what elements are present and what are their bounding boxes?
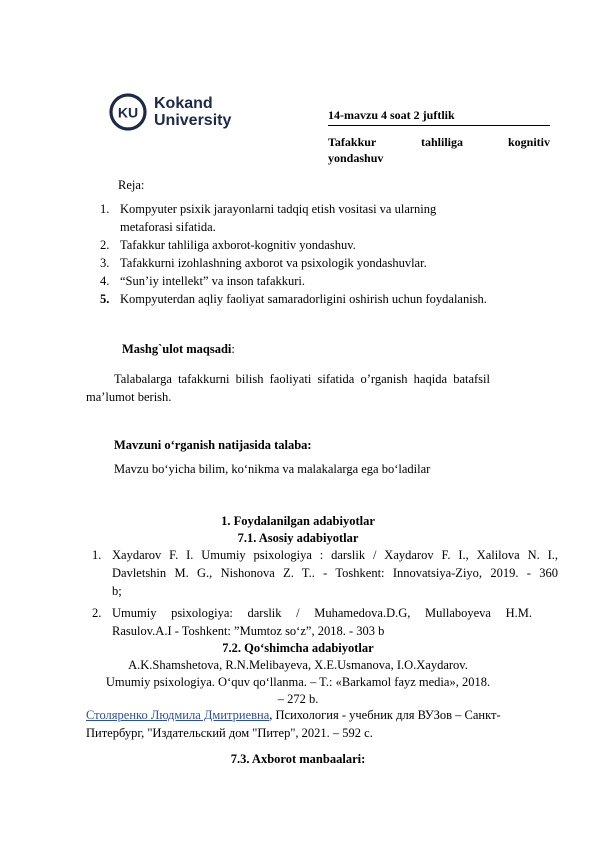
plan-item-2: Tafakkur tahliliga axborot-kognitiv yondashuv. <box>120 238 356 252</box>
main-lit-num-2: 2. <box>92 606 102 620</box>
main-lit-1-line-2: Davletshin M. G., Nishonova Z. T.. - Toshkent: Innovatsiya-Ziyo, 2019. - 360 <box>112 566 558 580</box>
goal-heading <box>122 342 235 357</box>
plan-num-2: 2. <box>100 238 110 252</box>
main-literature-heading: 7.1. Asosiy adabiyotlar <box>237 531 359 545</box>
main-lit-num-1: 1. <box>92 548 102 562</box>
plan-label: Reja: <box>118 178 145 192</box>
extra-lit-line-3: – 272 b. <box>277 692 319 706</box>
plan-item-5: Kompyuterdan aqliy faoliyat samaradorligini oshirish uchun foydalanish. <box>120 292 487 306</box>
plan-item-3: Tafakkurni izohlashning axborot va psixologik yondashuvlar. <box>120 256 427 270</box>
russian-reference-rest: , Психология - учебник для ВУЗов – Санкт- <box>269 708 501 722</box>
logo-mark: KU <box>117 104 139 121</box>
plan-num-3: 3. <box>100 256 110 270</box>
topic-title-line-2: yondashuv <box>328 151 384 165</box>
ku-logo-icon <box>108 92 148 132</box>
plan-num-1: 1. <box>100 202 110 216</box>
extra-lit-line-2: Umumiy psixologiya. O‘quv qo‘llanma. – T.: «Barkamol fayz media», 2018. <box>105 675 491 689</box>
logo-line-1: Kokand <box>154 95 213 112</box>
university-logo <box>108 92 248 134</box>
plan-item-1-line-1: Kompyuter psixik jarayonlarni tadqiq etish vositasi va ularning <box>120 202 437 216</box>
goal-label: Mashg`ulot maqsadi <box>122 342 232 356</box>
topic-label: 14-mavzu 4 soat 2 juftlik <box>328 108 455 122</box>
info-sources-heading: 7.3. Axborot manbaalari: <box>230 752 366 766</box>
main-lit-2-line-1: Umumiy psixologiya: darslik / Muhamedova.D.G, Mullaboyeva H.M. <box>112 606 532 620</box>
goal-colon: : <box>231 342 235 356</box>
logo-line-2: University <box>154 112 232 129</box>
literature-heading: 1. Foydalanilgan adabiyotlar <box>221 514 375 528</box>
goal-text-line-1: Talabalarga tafakkurni bilish faoliyati sifatida o’rganish haqida batafsil <box>114 372 490 386</box>
extra-lit-line-1: A.K.Shamshetova, R.N.Melibayeva, X.E.Usmanova, I.O.Xaydarov. <box>128 658 468 672</box>
plan-item-1-line-2: metaforasi sifatida. <box>120 220 216 234</box>
russian-reference-line-2: Питербург, "Издательский дом "Питер", 2021. – 592 с. <box>86 726 373 740</box>
plan-item-4: “Sun’iy intellekt” va inson tafakkuri. <box>120 274 306 288</box>
main-lit-1-line-1: Xaydarov F. I. Umumiy psixologiya : darslik / Xaydarov F. I., Xalilova N. I., <box>112 548 558 562</box>
extra-literature-heading: 7.2. Qo‘shimcha adabiyotlar <box>222 641 374 655</box>
author-link[interactable]: Столяренко Людмила Дмитриевна <box>86 708 270 722</box>
topic-title-line-1: Tafakkur tahliliga kognitiv <box>328 135 550 149</box>
outcome-label: Mavzuni o‘rganish natijasida talaba: <box>114 438 312 452</box>
russian-reference-line-1 <box>86 708 501 723</box>
main-lit-2-line-2: Rasulov.A.I - Toshkent: ”Mumtoz so‘z”, 2018. - 303 b <box>112 624 385 638</box>
main-lit-1-line-3: b; <box>112 584 122 598</box>
goal-text-line-2: ma’lumot berish. <box>86 390 172 404</box>
plan-num-5: 5. <box>100 292 110 306</box>
outcome-text: Mavzu bo‘yicha bilim, ko‘nikma va malakalarga ega bo‘ladilar <box>114 462 431 476</box>
plan-num-4: 4. <box>100 274 110 288</box>
header-divider <box>328 125 550 126</box>
